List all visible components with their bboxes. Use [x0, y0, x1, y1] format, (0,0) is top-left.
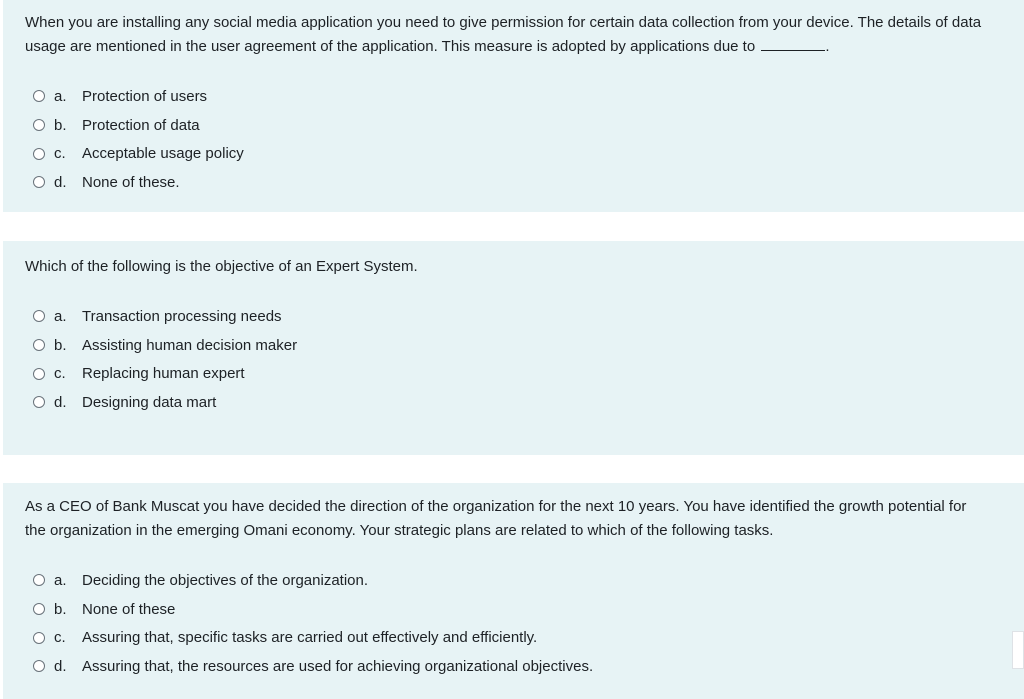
- option-label[interactable]: Deciding the objectives of the organization.: [82, 571, 369, 589]
- fill-in-blank: [761, 35, 825, 51]
- option-label[interactable]: Designing data mart: [82, 393, 217, 411]
- option-letter: c.: [54, 629, 66, 647]
- question-text: Which of the following is the objective of an Expert System.: [25, 258, 418, 275]
- option-letter: a.: [54, 87, 67, 105]
- question-text: [25, 11, 1024, 59]
- answer-option-a[interactable]: [33, 566, 1024, 595]
- answer-option-a[interactable]: [33, 302, 1024, 331]
- answer-list: [25, 566, 1024, 681]
- option-letter: a.: [54, 307, 67, 325]
- option-label[interactable]: Replacing human expert: [82, 365, 245, 383]
- radio-button[interactable]: [33, 176, 45, 188]
- radio-button[interactable]: [33, 660, 45, 672]
- option-label[interactable]: Assuring that, specific tasks are carried out effectively and efficiently.: [82, 629, 538, 647]
- radio-button[interactable]: [33, 148, 45, 160]
- option-label[interactable]: Protection of data: [82, 116, 200, 134]
- answer-option-d[interactable]: [33, 168, 1024, 197]
- question-text: As a CEO of Bank Muscat you have decided the direction of the organization for the next 10 years. You have identified the growth potential for the organization in the emerging Omani economy. Your strategic plans are related to which of the following tasks.: [25, 498, 967, 539]
- option-letter: d.: [54, 657, 67, 675]
- option-label[interactable]: Assuring that, the resources are used for achieving organizational objectives.: [82, 657, 594, 675]
- option-letter: b.: [54, 600, 67, 618]
- radio-button[interactable]: [33, 339, 45, 351]
- radio-button[interactable]: [33, 574, 45, 586]
- radio-button[interactable]: [33, 90, 45, 102]
- radio-button[interactable]: [33, 310, 45, 322]
- question-text-body: When you are installing any social media application you need to give permission for certain data collection from your device. The details of data usage are mentioned in the user agreement of the application. This measure is adopted by applications due to: [25, 14, 982, 55]
- answer-option-b[interactable]: [33, 111, 1024, 140]
- radio-button[interactable]: [33, 632, 45, 644]
- option-label[interactable]: Transaction processing needs: [82, 307, 282, 325]
- radio-button[interactable]: [33, 119, 45, 131]
- answer-option-b[interactable]: [33, 595, 1024, 624]
- answer-option-c[interactable]: [33, 359, 1024, 388]
- answer-list: [25, 82, 1024, 197]
- option-label[interactable]: None of these.: [82, 173, 180, 191]
- answer-option-c[interactable]: [33, 623, 1024, 652]
- question-card-2: [3, 241, 1024, 455]
- radio-button[interactable]: [33, 368, 45, 380]
- option-label[interactable]: Assisting human decision maker: [82, 336, 298, 354]
- answer-option-a[interactable]: [33, 82, 1024, 111]
- radio-button[interactable]: [33, 396, 45, 408]
- option-letter: b.: [54, 336, 67, 354]
- option-label[interactable]: Protection of users: [82, 87, 208, 105]
- answer-option-d[interactable]: [33, 388, 1024, 417]
- option-label[interactable]: None of these: [82, 600, 176, 618]
- option-label[interactable]: Acceptable usage policy: [82, 145, 244, 163]
- radio-button[interactable]: [33, 603, 45, 615]
- question-trailing-punctuation: .: [825, 38, 830, 55]
- answer-list: [25, 302, 1024, 417]
- answer-option-b[interactable]: [33, 331, 1024, 360]
- option-letter: a.: [54, 571, 67, 589]
- question-card-3: [3, 483, 1024, 699]
- question-card-1: [3, 0, 1024, 212]
- answer-option-d[interactable]: [33, 652, 1024, 681]
- option-letter: c.: [54, 365, 66, 383]
- answer-option-c[interactable]: [33, 139, 1024, 168]
- option-letter: c.: [54, 145, 66, 163]
- option-letter: b.: [54, 116, 67, 134]
- side-panel-edge: [1012, 631, 1024, 669]
- option-letter: d.: [54, 173, 67, 191]
- option-letter: d.: [54, 393, 67, 411]
